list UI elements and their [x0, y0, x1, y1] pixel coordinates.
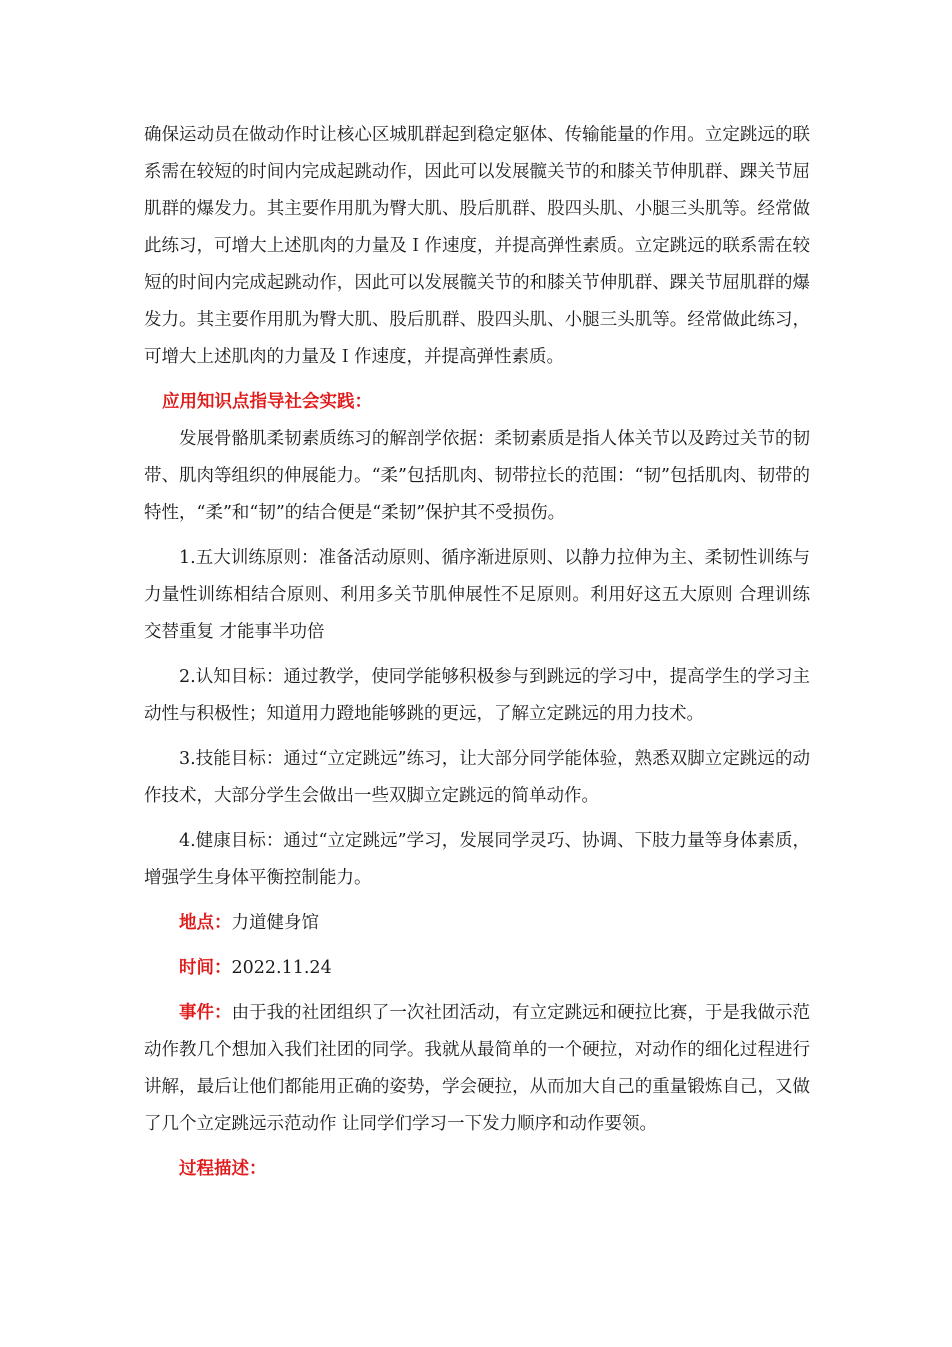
point-item-4: 4.健康目标：通过“立定跳远”学习，发展同学灵巧、协调、下肢力量等身体素质，增强学生身体平衡控制能力。 [144, 831, 810, 888]
intro-paragraph: 确保运动员在做动作时让核心区城肌群起到稳定躯体、传输能量的作用。立定跳远的联系需在较短的时间内完成起跳动作，因此可以发展髋关节的和膝关节伸肌群、踝关节屈肌群的爆发力。其主要作用肌为臀大肌、股后肌群、股四头肌、小腿三头肌等。经常做此练习，可增大上述肌肉的力量及Ｉ作速度，并提高弹性素质。立定跳远的联系需在较短的时间内完成起跳动作，因此可以发展髋关节的和膝关节伸肌群、踝关节屈肌群的爆发力。其主要作用肌为臀大肌、股后肌群、股四头肌、小腿三头肌等。经常做此练习，可增大上述肌肉的力量及Ｉ作速度，并提高弹性素质。 [144, 125, 810, 367]
section-heading: 应用知识点指导社会实践： [162, 392, 372, 412]
time-label: 时间： [179, 958, 232, 978]
location-label: 地点： [179, 913, 232, 933]
time-value: 2022.11.24 [231, 958, 332, 978]
flexibility-paragraph: 发展骨骼肌柔韧素质练习的解剖学依据：柔韧素质是指人体关节以及跨过关节的韧带、肌肉等组织的伸展能力。“柔”包括肌肉、韧带拉长的范围：“韧”包括肌肉、韧带的特性，“柔”和“韧”的结合便是“柔韧”保护其不受损伤。 [144, 429, 810, 523]
event-paragraph [144, 995, 810, 1143]
point-item-2: 2.认知目标：通过教学，使同学能够积极参与到跳远的学习中，提高学生的学习主动性与积极性；知道用力蹬地能够跳的更远，了解立定跳远的用力技术。 [144, 667, 810, 724]
point-item-1: 1.五大训练原则：准备活动原则、循序渐进原则、以静力拉伸为主、柔韧性训练与力量性训练相结合原则、利用多关节肌伸展性不足原则。利用好这五大原则 合理训练 交替重复 才能事半功倍 [144, 548, 810, 642]
location-line [144, 905, 810, 942]
document-page [144, 117, 810, 1188]
location-value: 力道健身馆 [231, 913, 319, 933]
event-text: 由于我的社团组织了一次社团活动，有立定跳远和硬拉比赛，于是我做示范动作教几个想加入我们社团的同学。我就从最简单的一个硬拉，对动作的细化过程进行讲解，最后让他们都能用正确的姿势，学会硬拉，从而加大自己的重量锻炼自己，又做了几个立定跳远示范动作 让同学们学习一下发力顺序和动作要领。 [144, 1003, 811, 1134]
point-item-3: 3.技能目标：通过“立定跳远”练习，让大部分同学能体验，熟悉双脚立定跳远的动作技术，大部分学生会做出一些双脚立定跳远的简单动作。 [144, 749, 810, 806]
process-heading: 过程描述： [179, 1159, 267, 1179]
process-line [144, 1151, 810, 1188]
event-label: 事件： [179, 1003, 232, 1023]
time-line [144, 950, 810, 987]
